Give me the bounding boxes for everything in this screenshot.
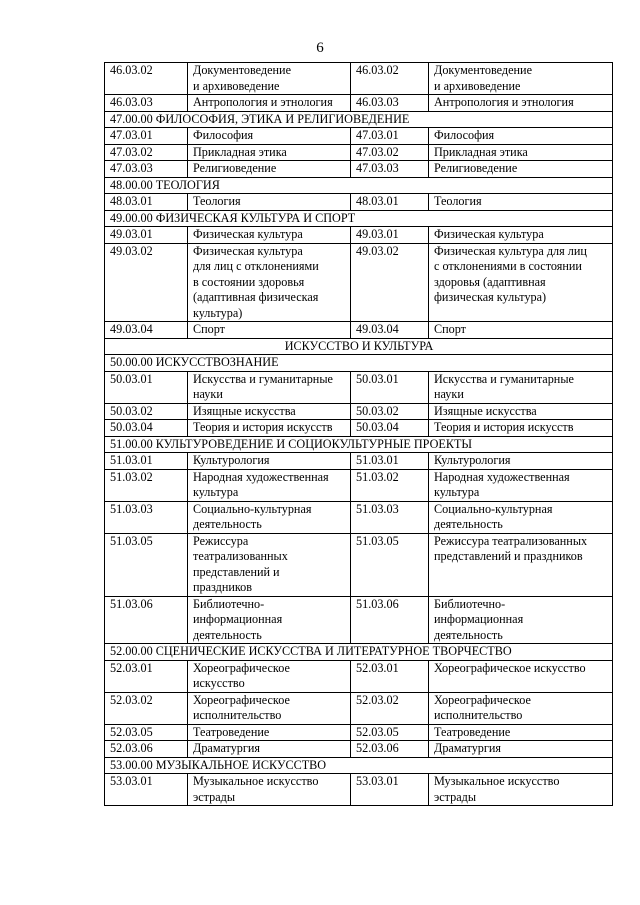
old-name-cell bbox=[188, 501, 351, 533]
cell-text-line: Религиоведение bbox=[434, 161, 518, 175]
old-code-cell bbox=[105, 741, 188, 758]
table-row bbox=[105, 692, 613, 724]
cell-text-line: деятельность bbox=[193, 517, 262, 531]
cell-text-line: 52.03.01 bbox=[356, 660, 399, 675]
cell-text-line: Спорт bbox=[434, 322, 467, 336]
cell-text-line: Физическая культура bbox=[193, 243, 303, 258]
new-code-cell bbox=[351, 128, 429, 145]
new-name-cell bbox=[429, 774, 613, 806]
new-code-cell bbox=[351, 469, 429, 501]
table-row bbox=[105, 243, 613, 322]
major-heading-row bbox=[105, 338, 613, 355]
cell-text-line: 46.03.02 bbox=[356, 63, 399, 77]
new-code-cell bbox=[351, 95, 429, 112]
new-name-cell bbox=[429, 63, 613, 95]
table-body bbox=[105, 63, 613, 806]
cell-text-line: Документоведение bbox=[193, 63, 291, 77]
cell-text-line: Антропология и этнология bbox=[193, 95, 333, 109]
cell-text-line: науки bbox=[434, 387, 464, 401]
page-number: 6 bbox=[316, 40, 324, 56]
old-name-cell bbox=[188, 660, 351, 692]
cell-text-line: и архивоведение bbox=[434, 78, 521, 93]
old-name-cell bbox=[188, 161, 351, 178]
cell-text-line: Философия bbox=[193, 128, 254, 142]
old-name-cell bbox=[188, 227, 351, 244]
cell-text-line: представлений и bbox=[193, 564, 280, 579]
new-code-cell bbox=[351, 227, 429, 244]
major-heading: ИСКУССТВО И КУЛЬТУРА bbox=[105, 338, 613, 355]
cell-text-line: Изящные искусства bbox=[193, 403, 296, 418]
new-code-cell bbox=[351, 403, 429, 420]
cell-text-line: в состоянии здоровья bbox=[193, 274, 305, 289]
old-name-cell bbox=[188, 533, 351, 596]
table-row bbox=[105, 501, 613, 533]
cell-text-line: 51.03.05 bbox=[356, 533, 399, 548]
cell-text-line: 50.03.04 bbox=[356, 420, 399, 434]
cell-text-line: 47.03.02 bbox=[356, 144, 399, 159]
cell-text-line: 51.03.01 bbox=[110, 453, 153, 467]
cell-text-line: культура bbox=[434, 485, 480, 499]
old-name-cell bbox=[188, 724, 351, 741]
new-name-cell bbox=[429, 724, 613, 741]
cell-text-line: Библиотечно- bbox=[434, 596, 506, 611]
old-name-cell bbox=[188, 63, 351, 95]
cell-text-line: Театроведение bbox=[434, 724, 511, 739]
new-code-cell bbox=[351, 194, 429, 211]
cell-text-line: Искусства и гуманитарные bbox=[193, 371, 333, 386]
section-heading: 47.00.00 ФИЛОСОФИЯ, ЭТИКА И РЕЛИГИОВЕДЕНИЕ bbox=[105, 111, 613, 128]
cell-text-line: 47.03.01 bbox=[356, 128, 399, 142]
old-code-cell bbox=[105, 144, 188, 161]
cell-text-line: 52.03.06 bbox=[356, 741, 399, 755]
old-code-cell bbox=[105, 469, 188, 501]
cell-text-line: Театроведение bbox=[193, 724, 270, 739]
cell-text-line: Социально-культурная bbox=[434, 501, 553, 516]
old-code-cell bbox=[105, 95, 188, 112]
section-heading-row bbox=[105, 177, 613, 194]
cell-text-line: 52.03.02 bbox=[356, 692, 399, 707]
cell-text-line: 49.03.02 bbox=[356, 243, 399, 258]
new-code-cell bbox=[351, 692, 429, 724]
cell-text-line: Социально-культурная bbox=[193, 501, 312, 516]
new-code-cell bbox=[351, 501, 429, 533]
cell-text-line: 51.03.03 bbox=[356, 501, 399, 516]
new-name-cell bbox=[429, 194, 613, 211]
old-code-cell bbox=[105, 533, 188, 596]
cell-text-line: искусство bbox=[193, 676, 245, 690]
table-row bbox=[105, 724, 613, 741]
cell-text-line: деятельность bbox=[193, 627, 262, 642]
section-heading: 51.00.00 КУЛЬТУРОВЕДЕНИЕ И СОЦИОКУЛЬТУРНЫЕ ПРОЕКТЫ bbox=[105, 436, 613, 453]
cell-text-line: Народная художественная bbox=[434, 469, 570, 484]
old-name-cell bbox=[188, 322, 351, 339]
cell-text-line: Физическая культура bbox=[434, 227, 544, 241]
cell-text-line: Изящные искусства bbox=[434, 403, 537, 418]
old-code-cell bbox=[105, 724, 188, 741]
cell-text-line: представлений и праздников bbox=[434, 549, 583, 563]
cell-text-line: 46.03.03 bbox=[356, 95, 399, 109]
old-code-cell bbox=[105, 227, 188, 244]
cell-text-line: Драматургия bbox=[434, 741, 502, 755]
cell-text-line: Хореографическое bbox=[193, 692, 290, 707]
old-name-cell bbox=[188, 453, 351, 470]
cell-text-line: 51.03.06 bbox=[356, 596, 399, 611]
section-heading-row bbox=[105, 644, 613, 661]
table-row bbox=[105, 660, 613, 692]
cell-text-line: 52.03.05 bbox=[356, 724, 399, 739]
cell-text-line: 49.03.04 bbox=[110, 322, 153, 336]
old-code-cell bbox=[105, 403, 188, 420]
new-name-cell bbox=[429, 469, 613, 501]
cell-text-line: деятельность bbox=[434, 627, 503, 642]
new-name-cell bbox=[429, 322, 613, 339]
new-code-cell bbox=[351, 724, 429, 741]
section-heading: 48.00.00 ТЕОЛОГИЯ bbox=[105, 177, 613, 194]
old-code-cell bbox=[105, 692, 188, 724]
cell-text-line: Библиотечно- bbox=[193, 596, 265, 611]
cell-text-line: физическая культура) bbox=[434, 290, 547, 304]
table-row bbox=[105, 371, 613, 403]
cell-text-line: Прикладная этика bbox=[193, 144, 287, 159]
old-name-cell bbox=[188, 741, 351, 758]
old-code-cell bbox=[105, 660, 188, 692]
new-code-cell bbox=[351, 596, 429, 644]
cell-text-line: 47.03.02 bbox=[110, 144, 153, 159]
new-name-cell bbox=[429, 95, 613, 112]
new-code-cell bbox=[351, 660, 429, 692]
old-name-cell bbox=[188, 371, 351, 403]
table-row bbox=[105, 741, 613, 758]
old-name-cell bbox=[188, 144, 351, 161]
old-code-cell bbox=[105, 420, 188, 437]
new-name-cell bbox=[429, 596, 613, 644]
new-code-cell bbox=[351, 243, 429, 322]
cell-text-line: 52.03.05 bbox=[110, 724, 153, 739]
cell-text-line: 50.03.02 bbox=[356, 403, 399, 418]
old-code-cell bbox=[105, 194, 188, 211]
section-heading: 50.00.00 ИСКУССТВОЗНАНИЕ bbox=[105, 355, 613, 372]
new-name-cell bbox=[429, 371, 613, 403]
table-row bbox=[105, 469, 613, 501]
cell-text-line: деятельность bbox=[434, 517, 503, 531]
cell-text-line: Прикладная этика bbox=[434, 144, 528, 159]
new-code-cell bbox=[351, 774, 429, 806]
cell-text-line: и архивоведение bbox=[193, 78, 280, 93]
cell-text-line: 51.03.02 bbox=[356, 469, 399, 484]
cell-text-line: Теория и история искусств bbox=[193, 420, 333, 434]
old-code-cell bbox=[105, 453, 188, 470]
cell-text-line: 51.03.06 bbox=[110, 596, 153, 611]
cell-text-line: 49.03.01 bbox=[110, 227, 153, 241]
cell-text-line: 53.03.01 bbox=[356, 774, 399, 788]
cell-text-line: Теология bbox=[434, 194, 482, 208]
cell-text-line: Теология bbox=[193, 194, 241, 208]
old-code-cell bbox=[105, 161, 188, 178]
new-name-cell bbox=[429, 243, 613, 322]
new-name-cell bbox=[429, 501, 613, 533]
table-row bbox=[105, 453, 613, 470]
old-code-cell bbox=[105, 774, 188, 806]
new-name-cell bbox=[429, 403, 613, 420]
cell-text-line: науки bbox=[193, 387, 223, 401]
cell-text-line: Культурология bbox=[434, 453, 511, 467]
table-row bbox=[105, 533, 613, 596]
cell-text-line: Хореографическое bbox=[434, 692, 531, 707]
section-heading: 52.00.00 СЦЕНИЧЕСКИЕ ИСКУССТВА И ЛИТЕРАТУРНОЕ ТВОРЧЕСТВО bbox=[105, 644, 613, 661]
cell-text-line: Народная художественная bbox=[193, 469, 329, 484]
cell-text-line: 47.03.03 bbox=[356, 161, 399, 175]
old-name-cell bbox=[188, 95, 351, 112]
old-name-cell bbox=[188, 420, 351, 437]
cell-text-line: 51.03.02 bbox=[110, 469, 153, 484]
cell-text-line: эстрады bbox=[193, 789, 236, 804]
cell-text-line: 46.03.03 bbox=[110, 95, 153, 109]
new-code-cell bbox=[351, 63, 429, 95]
cell-text-line: (адаптивная физическая bbox=[193, 290, 319, 304]
section-heading-row bbox=[105, 210, 613, 227]
cell-text-line: Теория и история искусств bbox=[434, 420, 574, 434]
cell-text-line: 50.03.02 bbox=[110, 403, 153, 418]
old-name-cell bbox=[188, 194, 351, 211]
cell-text-line: 49.03.04 bbox=[356, 322, 399, 336]
table-row bbox=[105, 194, 613, 211]
new-code-cell bbox=[351, 420, 429, 437]
cell-text-line: исполнительство bbox=[193, 708, 282, 722]
old-code-cell bbox=[105, 322, 188, 339]
cell-text-line: 50.03.01 bbox=[356, 371, 399, 386]
cell-text-line: Документоведение bbox=[434, 63, 532, 77]
new-code-cell bbox=[351, 161, 429, 178]
old-name-cell bbox=[188, 243, 351, 322]
section-heading-row bbox=[105, 111, 613, 128]
old-name-cell bbox=[188, 403, 351, 420]
cell-text-line: культура) bbox=[193, 305, 243, 320]
new-code-cell bbox=[351, 741, 429, 758]
table-row bbox=[105, 774, 613, 806]
old-name-cell bbox=[188, 596, 351, 644]
cell-text-line: Физическая культура для лиц bbox=[434, 243, 587, 258]
table-row bbox=[105, 144, 613, 161]
section-heading-row bbox=[105, 355, 613, 372]
cell-text-line: Музыкальное искусство bbox=[193, 774, 319, 788]
cell-text-line: 53.03.01 bbox=[110, 774, 153, 788]
cell-text-line: 49.03.01 bbox=[356, 227, 399, 241]
cell-text-line: 51.03.01 bbox=[356, 453, 399, 467]
old-code-cell bbox=[105, 63, 188, 95]
cell-text-line: 49.03.02 bbox=[110, 243, 153, 258]
cell-text-line: 52.03.01 bbox=[110, 660, 153, 675]
old-code-cell bbox=[105, 501, 188, 533]
new-name-cell bbox=[429, 227, 613, 244]
new-name-cell bbox=[429, 420, 613, 437]
cell-text-line: 47.03.03 bbox=[110, 161, 153, 175]
cell-text-line: исполнительство bbox=[434, 708, 523, 722]
old-code-cell bbox=[105, 243, 188, 322]
cell-text-line: Хореографическое искусство bbox=[434, 660, 586, 675]
cell-text-line: театрализованных bbox=[193, 549, 288, 563]
cell-text-line: 48.03.01 bbox=[110, 194, 153, 208]
cell-text-line: Искусства и гуманитарные bbox=[434, 371, 574, 386]
cell-text-line: культура bbox=[193, 485, 239, 499]
cell-text-line: Антропология и этнология bbox=[434, 95, 574, 109]
cell-text-line: информационная bbox=[434, 612, 524, 626]
cell-text-line: информационная bbox=[193, 612, 283, 626]
section-heading-row bbox=[105, 436, 613, 453]
cell-text-line: эстрады bbox=[434, 789, 477, 804]
cell-text-line: 51.03.03 bbox=[110, 501, 153, 516]
cell-text-line: Режиссура bbox=[193, 533, 249, 548]
new-name-cell bbox=[429, 741, 613, 758]
table-row bbox=[105, 128, 613, 145]
cell-text-line: Драматургия bbox=[193, 741, 261, 755]
table-row bbox=[105, 161, 613, 178]
section-heading: 49.00.00 ФИЗИЧЕСКАЯ КУЛЬТУРА И СПОРТ bbox=[105, 210, 613, 227]
new-name-cell bbox=[429, 692, 613, 724]
old-code-cell bbox=[105, 596, 188, 644]
new-name-cell bbox=[429, 128, 613, 145]
old-code-cell bbox=[105, 128, 188, 145]
cell-text-line: 50.03.04 bbox=[110, 420, 153, 434]
old-name-cell bbox=[188, 774, 351, 806]
old-name-cell bbox=[188, 469, 351, 501]
new-name-cell bbox=[429, 453, 613, 470]
cell-text-line: 48.03.01 bbox=[356, 194, 399, 208]
table-row bbox=[105, 596, 613, 644]
section-heading-row bbox=[105, 757, 613, 774]
cell-text-line: 47.03.01 bbox=[110, 128, 153, 142]
cell-text-line: Режиссура театрализованных bbox=[434, 533, 588, 548]
old-name-cell bbox=[188, 128, 351, 145]
specialties-correspondence-table bbox=[104, 62, 613, 806]
cell-text-line: Философия bbox=[434, 128, 495, 142]
cell-text-line: 50.03.01 bbox=[110, 371, 153, 386]
cell-text-line: для лиц с отклонениями bbox=[193, 259, 319, 273]
cell-text-line: здоровья (адаптивная bbox=[434, 274, 546, 289]
cell-text-line: Хореографическое bbox=[193, 660, 290, 675]
new-code-cell bbox=[351, 144, 429, 161]
table-row bbox=[105, 227, 613, 244]
new-name-cell bbox=[429, 660, 613, 692]
cell-text-line: 51.03.05 bbox=[110, 533, 153, 548]
table-row bbox=[105, 403, 613, 420]
table-row bbox=[105, 322, 613, 339]
new-code-cell bbox=[351, 322, 429, 339]
cell-text-line: с отклонениями в состоянии bbox=[434, 259, 582, 273]
old-code-cell bbox=[105, 371, 188, 403]
cell-text-line: праздников bbox=[193, 580, 253, 594]
new-name-cell bbox=[429, 144, 613, 161]
cell-text-line: 52.03.02 bbox=[110, 692, 153, 707]
table-row bbox=[105, 420, 613, 437]
old-name-cell bbox=[188, 692, 351, 724]
section-heading: 53.00.00 МУЗЫКАЛЬНОЕ ИСКУССТВО bbox=[105, 757, 613, 774]
new-code-cell bbox=[351, 453, 429, 470]
table-row bbox=[105, 63, 613, 95]
new-name-cell bbox=[429, 533, 613, 596]
cell-text-line: Спорт bbox=[193, 322, 226, 336]
table-row bbox=[105, 95, 613, 112]
new-name-cell bbox=[429, 161, 613, 178]
new-code-cell bbox=[351, 533, 429, 596]
cell-text-line: Физическая культура bbox=[193, 227, 303, 241]
cell-text-line: Культурология bbox=[193, 453, 270, 467]
new-code-cell bbox=[351, 371, 429, 403]
cell-text-line: 46.03.02 bbox=[110, 63, 153, 77]
cell-text-line: Музыкальное искусство bbox=[434, 774, 560, 788]
cell-text-line: Религиоведение bbox=[193, 161, 277, 175]
cell-text-line: 52.03.06 bbox=[110, 741, 153, 755]
